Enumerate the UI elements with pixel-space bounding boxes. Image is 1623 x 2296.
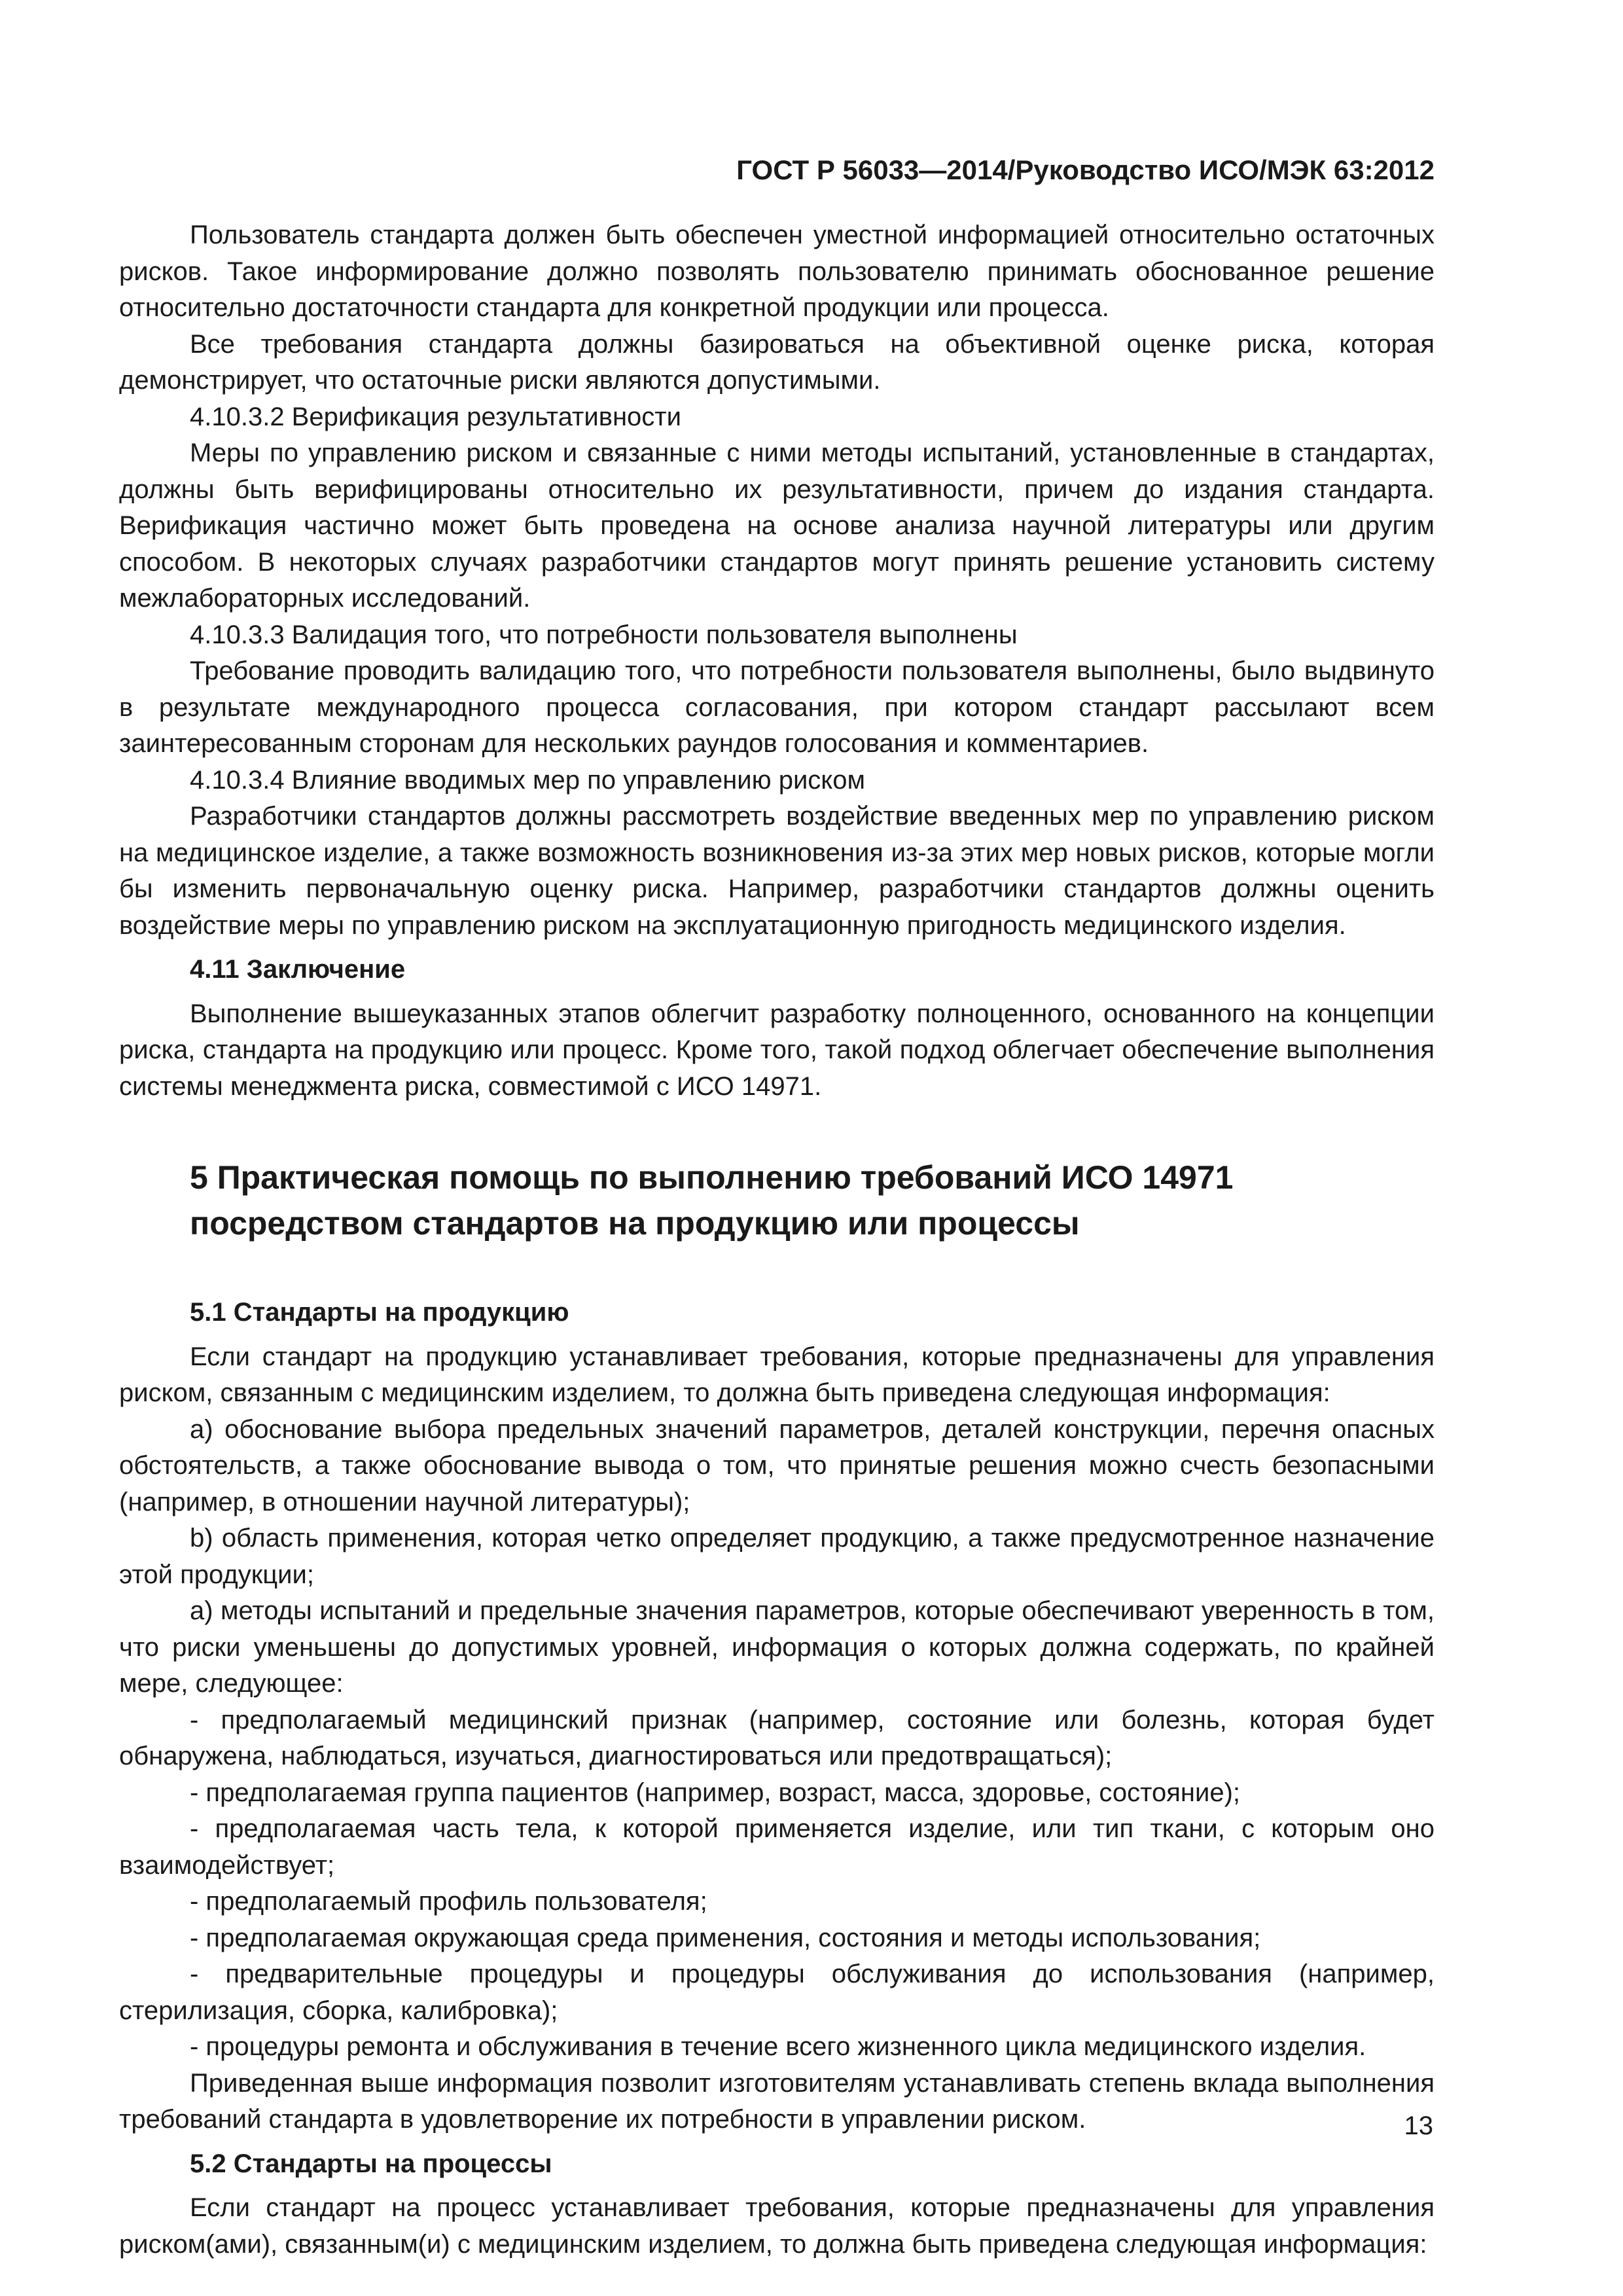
- paragraph: Приведенная выше информация позволит изготовителям устанавливать степень вклада выполнения требований стандарта в удовлетворение их потребности в управлении риском.: [119, 2068, 1435, 2134]
- paragraph: Если стандарт на продукцию устанавливает требования, которые предназначены для управления риском, связанным с медицинским изделием, то должна быть приведена следующая информация:: [119, 1342, 1435, 1407]
- chapter-heading-5: [119, 1155, 1435, 1246]
- dash-list-item: - предполагаемый профиль пользователя;: [190, 1887, 707, 1916]
- list-item: a) методы испытаний и предельные значения параметров, которые обеспечивают уверенность в том, что риски уменьшены до допустимых уровней, информация о которых должна содержать, по крайней мере, следующее:: [119, 1596, 1435, 1698]
- dash-list-item: - предполагаемая окружающая среда применения, состояния и методы использования;: [190, 1923, 1261, 1952]
- paragraph: Меры по управлению риском и связанные с ними методы испытаний, установленные в стандартах, должны быть верифицированы относительно их результативности, причем до издания стандарта. Верификация частично может быть проведена на основе анализа научной литературы или другим способом. В некоторых случаях разработчики стандартов могут принять решение установить систему межлабораторных исследований.: [119, 439, 1435, 613]
- list-item: b) область применения, которая четко определяет продукцию, а также предусмотренное назначение этой продукции;: [119, 1524, 1435, 1589]
- dash-list-item: - предполагаемая часть тела, к которой применяется изделие, или тип ткани, с которым оно взаимодействует;: [119, 1814, 1435, 1880]
- paragraph: Выполнение вышеуказанных этапов облегчит разработку полноценного, основанного на концепции риска, стандарта на продукцию или процесс. Кроме того, такой подход облегчает обеспечение выполнения системы менеджмента риска, совместимой с ИСО 14971.: [119, 999, 1435, 1101]
- dash-list-item: - предполагаемый медицинский признак (например, состояние или болезнь, которая будет обнаружена, наблюдаться, изучаться, диагностироваться или предотвращаться);: [119, 1705, 1435, 1770]
- paragraph: Требование проводить валидацию того, что потребности пользователя выполнены, было выдвинуто в результате международного процесса согласования, при котором стандарт рассылают всем заинтересованным сторонам для нескольких раундов голосования и комментариев.: [119, 656, 1435, 758]
- paragraph: Разработчики стандартов должны рассмотреть воздействие введенных мер по управлению риском на медицинское изделие, а также возможность возникновения из-за этих мер новых рисков, которые могли бы изменить первоначальную оценку риска. Например, разработчики стандартов должны оценить воздействие меры по управлению риском на эксплуатационную пригодность медицинского изделия.: [119, 802, 1435, 940]
- subclause-heading: 4.10.3.3 Валидация того, что потребности пользователя выполнены: [190, 620, 1018, 649]
- paragraph: Все требования стандарта должны базироваться на объективной оценке риска, которая демонстрирует, что остаточные риски являются допустимыми.: [119, 329, 1435, 395]
- page-number: 13: [1404, 2111, 1433, 2140]
- running-header: ГОСТ Р 56033—2014/Руководство ИСО/МЭК 63:2012: [736, 154, 1435, 185]
- section-heading-5-2: 5.2 Стандарты на процессы: [190, 2149, 552, 2178]
- dash-list-item: - предполагаемая группа пациентов (например, возраст, масса, здоровье, состояние);: [190, 1778, 1240, 1807]
- chapter-heading-line: 5 Практическая помощь по выполнению требований ИСО 14971: [190, 1159, 1234, 1196]
- list-item: a) обоснование выбора предельных значений параметров, деталей конструкции, перечня опасных обстоятельств, а также обоснование вывода о том, что принятые решения можно счесть безопасными (например, в отношении научной литературы);: [119, 1414, 1435, 1516]
- page-body: [119, 217, 1435, 2263]
- dash-list-item: - предварительные процедуры и процедуры обслуживания до использования (например, стерилизация, сборка, калибровка);: [119, 1960, 1435, 2025]
- paragraph: Если стандарт на процесс устанавливает требования, которые предназначены для управления риском(ами), связанным(и) с медицинским изделием, то должна быть приведена следующая информация:: [119, 2193, 1435, 2259]
- section-heading-5-1: 5.1 Стандарты на продукцию: [190, 1298, 569, 1327]
- paragraph: Пользователь стандарта должен быть обеспечен уместной информацией относительно остаточных рисков. Такое информирование должно позволять пользователю принимать обоснованное решение относительно достаточности стандарта для конкретной продукции или процесса.: [119, 221, 1435, 322]
- section-heading-4-11: 4.11 Заключение: [190, 955, 406, 984]
- dash-list-item: - процедуры ремонта и обслуживания в течение всего жизненного цикла медицинского изделия.: [190, 2032, 1366, 2061]
- chapter-heading-line: посредством стандартов на продукцию или процессы: [190, 1205, 1080, 1242]
- subclause-heading: 4.10.3.2 Верификация результативности: [190, 402, 681, 431]
- subclause-heading: 4.10.3.4 Влияние вводимых мер по управлению риском: [190, 765, 865, 795]
